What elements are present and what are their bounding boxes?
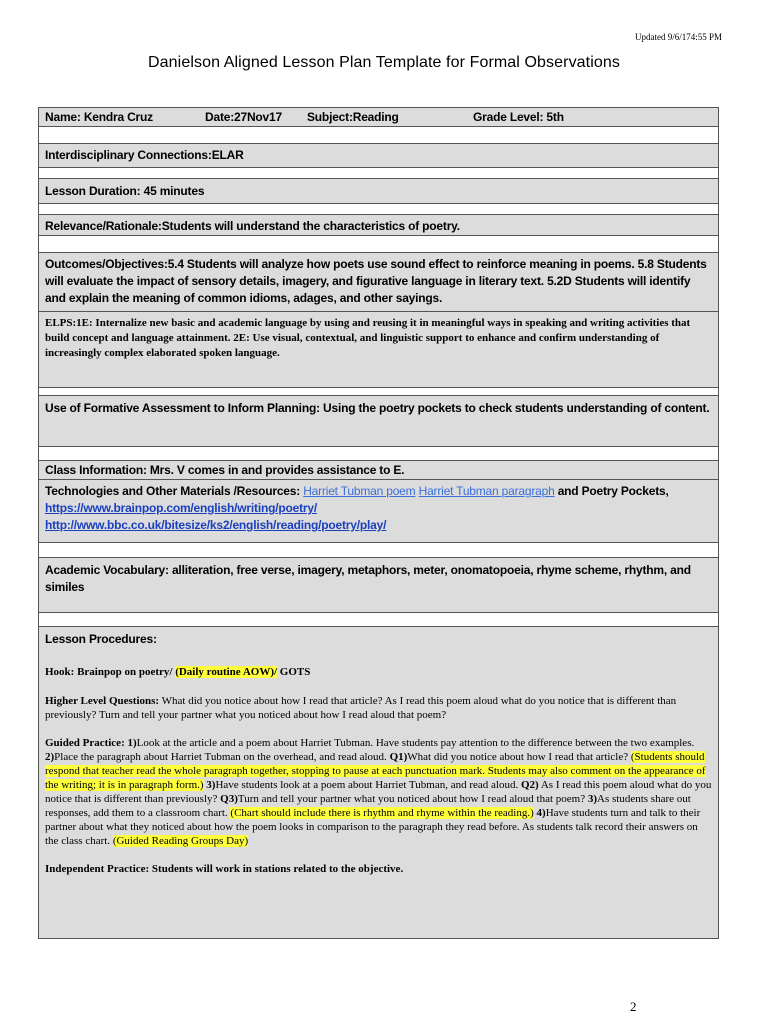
relevance-rationale: Relevance/Rationale:Students will understand the characteristics of poetry. xyxy=(45,219,460,233)
technologies-resources xyxy=(45,480,712,534)
formative-assessment: Use of Formative Assessment to Inform Planning: Using the poetry pockets to check students understanding of content. xyxy=(45,401,710,415)
gp-q3: Turn and tell your partner what you noticed about how I read aloud that poem? xyxy=(237,793,586,805)
date-field: Date:27Nov17 xyxy=(205,110,282,124)
hook xyxy=(45,665,712,680)
document-title: Danielson Aligned Lesson Plan Template for Formal Observations xyxy=(148,54,620,71)
academic-vocabulary: Academic Vocabulary: alliteration, free verse, imagery, metaphors, meter, onomatopoeia, rhyme scheme, rhythm, and similes xyxy=(45,563,691,594)
hook-end: GOTS xyxy=(279,666,311,678)
procedures-heading: Lesson Procedures: xyxy=(45,632,157,646)
gp-step-3: Have students look at a poem about Harriet Tubman, and read aloud. xyxy=(215,779,519,791)
gp-label: Guided Practice: 1) xyxy=(45,737,137,749)
higher-level-questions xyxy=(45,694,712,722)
technologies-text: and Poetry Pockets, xyxy=(557,484,669,498)
harriet-tubman-poem-link[interactable]: Harriet Tubman poem xyxy=(303,484,416,498)
page-number: 2 xyxy=(630,999,637,1014)
gp-highlight-1: (Students should respond that teacher read the whole paragraph together, stopping to pause at each punctuation mark. Students may also comment on the appearance of the writing; it is in paragraph form.) xyxy=(45,751,706,791)
lesson-procedures xyxy=(45,627,712,877)
gp-step-1: Look at the article and a poem about Harriet Tubman. Have students pay attention to the difference between the two examples. xyxy=(136,737,695,749)
gp-q2: As I read this poem aloud what do you notice that is different than previously? xyxy=(45,779,712,805)
hlq-label: Higher Level Questions: xyxy=(45,695,160,707)
subject-field: Subject:Reading xyxy=(307,110,399,124)
guided-practice xyxy=(45,736,712,848)
name-field: Name: Kendra Cruz xyxy=(45,110,153,124)
hook-label: Hook: Brainpop on poetry/ xyxy=(45,666,173,678)
gp-step-2-num: 2) xyxy=(45,751,55,763)
interdisciplinary-connections: Interdisciplinary Connections:ELAR xyxy=(45,148,244,162)
harriet-tubman-paragraph-link[interactable]: Harriet Tubman paragraph xyxy=(418,484,555,498)
gp-q2-num: Q2) xyxy=(520,779,539,791)
gp-highlight-3: (Guided Reading Groups Day) xyxy=(112,835,249,847)
class-information: Class Information: Mrs. V comes in and provides assistance to E. xyxy=(45,463,405,477)
gp-step-3b-num: 3) xyxy=(587,793,598,805)
brainpop-link[interactable]: https://www.brainpop.com/english/writing/poetry/ xyxy=(45,501,317,515)
elps: ELPS:1E: Internalize new basic and academic language by using and reusing it in meaningful ways in speaking and writing activities that build concept and language attainment. 2E: Use visual, contextual, and linguistic support to enhance and confirm understanding of increasingly complex elaborated spoken language. xyxy=(45,317,691,359)
updated-timestamp: Updated 9/6/174:55 PM xyxy=(635,32,722,42)
gp-q3-num: Q3) xyxy=(220,793,238,805)
gp-step-4: Have students turn and talk to their partner about what they noticed about how the poem looks in comparison to the paragraph they read before. As students talk record their answers on the class chart. xyxy=(45,807,701,847)
technologies-label: Technologies and Other Materials /Resources: xyxy=(45,484,301,498)
independent-practice: Independent Practice: Students will work in stations related to the objective. xyxy=(45,863,404,875)
bbc-link[interactable]: http://www.bbc.co.uk/bitesize/ks2/english/reading/poetry/play/ xyxy=(45,518,387,532)
gp-q1-num: Q1) xyxy=(389,751,408,763)
gp-step-4-num: 4) xyxy=(536,807,546,819)
outcomes-objectives: Outcomes/Objectives:5.4 Students will analyze how poets use sound effect to reinforce meaning in poems. 5.8 Students will evaluate the impact of sensory details, imagery, and figurative language in literary text. 5.2D Students will identify and explain the meaning of common idioms, adages, and other sayings. xyxy=(45,257,707,305)
gp-step-3-num: 3) xyxy=(206,779,216,791)
lesson-plan-table xyxy=(38,107,719,939)
hook-highlight: (Daily routine AOW)/ xyxy=(175,666,278,678)
lesson-duration: Lesson Duration: 45 minutes xyxy=(45,184,205,198)
info-row xyxy=(39,108,719,127)
gp-q1: What did you notice about how I read that article? xyxy=(407,751,629,763)
gp-step-3b: As students share out responses, add them to a classroom chart. xyxy=(45,793,691,819)
gp-step-2: Place the paragraph about Harriet Tubman on the overhead, and read aloud. xyxy=(54,751,387,763)
gp-highlight-2: (Chart should include there is rhythm and rhyme within the reading.) xyxy=(230,807,534,819)
hlq-text: What did you notice about how I read that article? As I read this poem aloud what do you notice that is different than previously? Turn and tell your partner what you noticed about how I read aloud that poem? xyxy=(45,695,677,721)
grade-field: Grade Level: 5th xyxy=(473,110,564,124)
